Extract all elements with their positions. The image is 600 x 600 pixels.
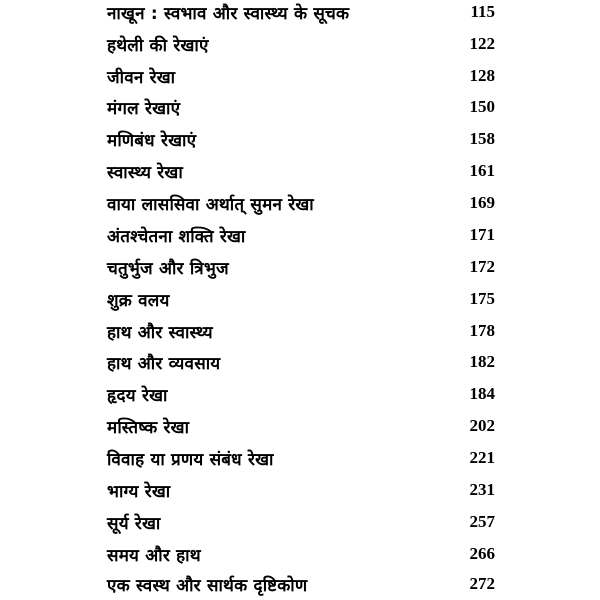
toc-entry-page: 150 <box>469 97 495 116</box>
toc-entry-page: 161 <box>469 161 495 180</box>
toc-entry-title: हृदय रेखा <box>107 385 168 406</box>
toc-entry <box>107 346 495 378</box>
toc-entry-page: 175 <box>469 289 495 308</box>
toc-entry-title: मस्तिष्क रेखा <box>107 417 190 438</box>
toc-entry-page: 266 <box>469 544 495 563</box>
toc-entry-title: हाथ और व्यवसाय <box>107 353 221 374</box>
toc-entry <box>107 378 495 410</box>
toc-entry-title: हाथ और स्वास्थ्य <box>107 322 213 343</box>
toc-entry <box>107 187 495 219</box>
toc-entry-page: 128 <box>469 66 495 85</box>
toc-entry-title: अंतश्चेतना शक्ति रेखा <box>107 226 246 247</box>
toc-entry-page: 257 <box>469 512 495 531</box>
toc-entry <box>107 0 495 28</box>
toc-entry-page: 169 <box>469 193 495 212</box>
toc-entry-title: शुक्र वलय <box>107 290 170 311</box>
toc-entry-title: चतुर्भुज और त्रिभुज <box>107 258 229 279</box>
toc-entry-title: नाखून : स्वभाव और स्वास्थ्य के सूचक <box>107 3 350 24</box>
toc-entry <box>107 60 495 92</box>
toc-entry-title: स्वास्थ्य रेखा <box>107 162 183 183</box>
toc-entry-page: 231 <box>469 480 495 499</box>
toc-entry-page: 172 <box>469 257 495 276</box>
toc-entry <box>107 283 495 315</box>
toc-entry-title: एक स्वस्थ और सार्थक दृष्टिकोण <box>107 575 308 596</box>
toc-entry-page: 158 <box>469 129 495 148</box>
toc-entry <box>107 123 495 155</box>
toc-entry-page: 171 <box>469 225 495 244</box>
toc-entry-title: मणिबंध रेखाएं <box>107 130 197 151</box>
toc-entry-page: 115 <box>470 2 495 21</box>
toc-entry <box>107 474 495 506</box>
toc-entry-title: विवाह या प्रणय संबंध रेखा <box>107 449 274 470</box>
toc-entry <box>107 410 495 442</box>
toc-entry-title: वाया लाससिवा अर्थात् सुमन रेखा <box>107 194 314 215</box>
toc-entry-title: मंगल रेखाएं <box>107 98 181 119</box>
toc-entry-page: 221 <box>469 448 495 467</box>
toc-entry-page: 272 <box>469 574 495 593</box>
toc-entry-page: 184 <box>469 384 495 403</box>
toc-entry <box>107 28 495 60</box>
toc-entry-page: 202 <box>469 416 495 435</box>
toc-entry-title: समय और हाथ <box>107 545 201 566</box>
toc-entry <box>107 91 495 123</box>
toc-entry <box>107 568 495 600</box>
toc-entry-page: 122 <box>469 34 495 53</box>
toc-entry <box>107 442 495 474</box>
toc-entry-title: हथेली की रेखाएं <box>107 35 209 56</box>
toc-entry-title: सूर्य रेखा <box>107 513 161 534</box>
toc-entry <box>107 219 495 251</box>
toc-entry <box>107 538 495 570</box>
toc-entry <box>107 506 495 538</box>
toc-entry <box>107 315 495 347</box>
toc-entry-page: 182 <box>469 352 495 371</box>
toc-entry <box>107 251 495 283</box>
toc-entry-title: जीवन रेखा <box>107 67 176 88</box>
toc-entry-page: 178 <box>469 321 495 340</box>
toc-entry <box>107 155 495 187</box>
toc-entry-title: भाग्य रेखा <box>107 481 171 502</box>
